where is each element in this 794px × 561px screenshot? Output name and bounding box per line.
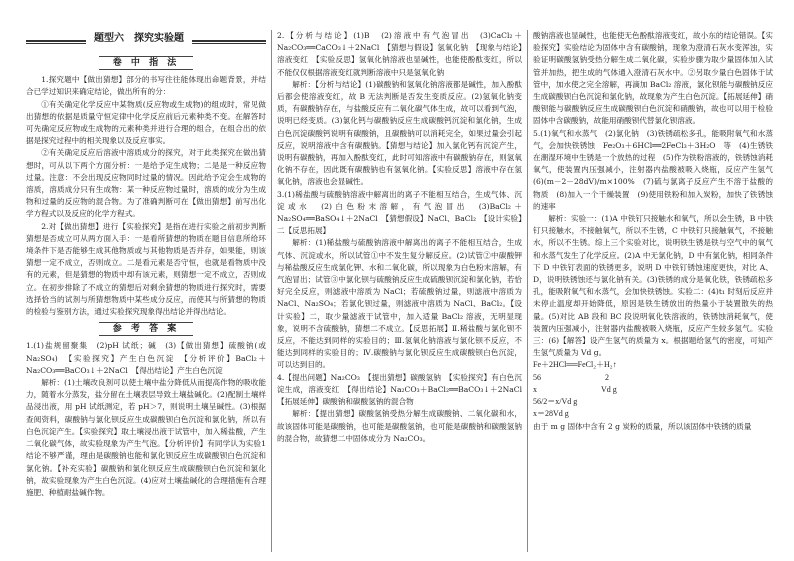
answer-explanation: 解析：(1)土壤改良剂可以使土壤中盐分降低从而提高作物的吸收能力，随着水分蒸发，盐分留在土壤表层导致土壤盐碱化。(2)配制土壤样品浸出液，用 pH 试纸测定，若 pH＞7，则说明土壤呈碱性。(3)根据查阅资料，碳酸钠与氯化钡反应生成碳酸钡白色沉淀和氯化钠，所以有白色沉淀产生。【实验探究】取土壤浸出液于试管中，加入稀盐酸，产生二氧化碳气体，故实验现象为产生气泡。【分析评价】有同学认为实验1 结论不够严谨，理由是碳酸钠也能和氯化钡反应生成碳酸钡白色沉淀和氯化钠。【补充实验】碳酸钠和氯化钡反应生成碳酸钡白色沉淀和氯化钠，故实验现象为产生白色沉淀。(4)应对土壤盐碱化的合理措施有合理施肥、种植耐盐碱作物。 [26,378,266,497]
column-right [533,30,781,555]
answer-item: 1.(1)盐规留聚集 (2)pH 试纸；碱 (3)【做出猜想】硫酸钠(或 Na₂SO₄) 【实验探究】产生白色沉淀 【分析评价】BaCl₂＋Na₂CO₃══BaCO₃↓＋2NaCl 【得出结论】产生白色沉淀 [26,341,266,375]
answer-item: 2.【分析与结论】(1)B (2)溶液中有气泡冒出 (3)CaCl₂＋Na₂CO₃══CaCO₃↓＋2NaCl 【猜想与假设】氢氧化钠 【现象与结论】溶液变红 【实验反思】氢氧化钠溶液也显碱性，也能使酚酞变红，所以不能仅仅根据溶液变红就判断溶液中只是氢氧化钠 [277,31,522,77]
section-heading: 卷 中 指 法 [26,56,266,70]
answer-explanation: 酸钠溶液也显碱性，也能使无色酚酞溶液变红，故小东的结论错误。【实验探究】实验结论为固体中含有碳酸钠，现象为澄清石灰水变浑浊，实验证明碳酸氢钠受热分解生成二氧化碳，实验步骤为取少量固体加入试管并加热，把生成的气体通入澄清石灰水中。②另取少量白色固体于试管中，加水使之完全溶解，再滴加 BaCl₂ 溶液，氯化钡能与碳酸钠反应生成碳酸钡白色沉淀和氯化钠，故现象为产生白色沉淀。【拓展延伸】硝酸钡能与碳酸钠反应生成碳酸钡白色沉淀和硝酸钠，故也可以用于检验固体中含碳酸钠，故能用硝酸钡代替氯化钡溶液。 [533,31,773,126]
page-title: 题型六 探究实验题 [86,33,192,45]
column-middle [277,30,530,555]
answer-explanation: 由于 m g 固体中含有 2 g 炭粉的质量，所以该固体中铁锈的质量 [533,421,752,431]
equation-line: 56/2＝x/Vd g [533,397,578,407]
paragraph: 2.对【做出猜想】进行【实验探究】是指在进行实验之前初步判断猜想是否成立可从两方面入手：一是看所猜想的物质在题目信息所给环境条件下是否能够生成其他物质或与其他物质是否并存，如果能，则该猜想一定不成立，否则成立。二是看元素是否守恒，也就是看物质中没有的元素，但是猜想的物质中却有该元素，则猜想一定不成立，否则成立。在初步排除了不成立的猜想后对剩余猜想的物质进行探究时，需要选择恰当的试剂与所猜想物质中某些成分反应，而使其与所猜想的物质的检验与鉴别方法，通过实验探究现象得出结论并得出结论。 [26,221,266,317]
answer-item: 3.(1)稀盐酸与硫酸钠溶液中解离出的离子不能相互结合，生成气体、沉淀或水 (2)白色粉末溶解，有气泡冒出 (3)BaCl₂＋Na₂SO₄══BaSO₄↓＋2NaCl 【猜想假设】NaCl、BaCl₂ 【设计实验】二【反思拓展】 [277,189,522,236]
answer-explanation: 解析：实验一：(1)A 中铁钉只接触水和氧气，所以会生锈，B 中铁钉只接触水，不接触氧气，所以不生锈，C 中铁钉只接触氧气，不接触水，所以不生锈。综上三个实验对比，说明铁生锈是铁与空气中的氧气和水蒸气发生了化学反应。(2)A 中无氯化钠，D 中有氯化钠，相同条件下 D 中铁钉表面的铁锈更多，说明 D 中铁钉锈蚀速度更快，对比 A、D，说明铁锈蚀还与氯化钠有关。(3)铁锈的成分是氧化铁，铁锈疏松多孔，能吸附氧气和水蒸气，会加快铁锈蚀。实验二：(4)t₁ 时刻后反应并未停止温度却开始降低，原因是铁生锈放出的热量小于装置散失的热量。(5)对比 AB 段和 BC 段说明氧化铁溶液的，铁锈蚀消耗氧气，使装置内压强减小，注射器内盐酸被吸入烧瓶，反应产生较多氢气。实验三：(6)【解答】设产生氢气的质量为 x。根据题给氢气的密度，可知产生氢气质量为 Vd g。 [533,214,773,358]
column-divider [527,30,528,552]
title-bar [26,30,266,52]
column-divider [271,30,272,552]
answer-explanation: 解析：【分析与结论】(1)碳酸钠和氢氧化钠溶液都是碱性，加入酚酞后都会使溶液变红，故 B 无法判断是否发生变质反应。(2)氢氧化钠变质，有碳酸钠存在，与盐酸反应有二氧化碳气体生成，故可以看到气泡，说明已经变质。(3)氯化钙与碳酸钠反应生成碳酸钙沉淀和氯化钠，生成白色沉淀碳酸钙说明有碳酸钠，且碳酸钠可以消耗完全，如果过量会引起反应，说明溶液中含有碳酸钠。【猜想与结论】加入氯化钙有沉淀产生，说明有碳酸钠，再加入酚酞变红，此时可知溶液中有碳酸钠存在，则氢氧化钠不存在，因此既有碳酸钠也有氢氧化钠。【实验反思】溶液中存在氢氧化钠，溶液也会显碱性。 [277,79,522,187]
answer-explanation: 解析：【提出猜想】碳酸氢钠受热分解生成碳酸钠、二氧化碳和水，故该固体可能是碳酸钠，也可能是碳酸氢钠，也可能是碳酸钠和碳酸氢钠的混合物，故猜想二中固体成分为 Na₂CO₃。 [277,409,522,443]
equation-line: x＝28Vd g [533,409,569,419]
answer-item: 4.【提出问题】Na₂CO₃ 【提出猜想】碳酸氢钠 【实验探究】有白色沉淀生成，溶液变红 【得出结论】Na₂CO₃＋BaCl₂══BaCO₃↓＋2NaCl 【拓展延伸】碳酸钠和碳酸氢钠的混合物 [277,372,530,407]
paragraph: 1.探究题中【做出猜想】部分的书写往往能体现出命题背景，并结合已学过知识来确定结论，做出所有的分： [26,75,266,97]
equation-line: Fe＋2HCl══FeCl₂＋H₂↑ [533,360,617,370]
equation-line: x Vd g [533,384,617,394]
section-heading: 参 考 答 案 [26,322,266,336]
paragraph: ②有关确定反应后溶液中溶质成分的探究，对于此类探究在做出猜想时，可从以下两个方面分析：一是给予定生成物；二是是一种反应物过量。注意：不会出现反应物同时过量的情况。因此给予定会生成物的溶质，溶质成分只有生成物：某一种反应物过量时，溶质的成分为生成物和过量的反应物的混合物。为了准确判断可在【做出猜想】前写出化学方程式以及反应的化学方程式。 [26,148,266,219]
answer-item: 5.(1)氧气和水蒸气 (2)氯化钠 (3)铁锈疏松多孔，能吸附氧气和水蒸气，会加快铁锈蚀 Fe₂O₃＋6HCl══2FeCl₃＋3H₂O 等 (4)生锈铁在潮湿环境中生锈是一个放热的过程 (5)作为铁粉溶液的，铁锈蚀消耗氧气，使装置内压强减小，注射器内盐酸被吸入烧瓶，反应产生氢气 (6)(m－2－28dV)/m×100% (7)硫与氯离子反应产生不溶于盐酸的物质 (8)加入一个干燥装置 (9)使用铁粉和加入炭粉，加快了铁锈蚀的速率 [533,128,781,211]
paragraph: ①有关确定化学反应中某物质(反应物或生成物)的组成时，常见做出猜想的依据是质量守恒定律中化学反应前后元素种类不变。在解答时可先确定反应物或生成物的元素种类并进行合理的组合，在组合出的依据是探究过程中的相关现象以及反应事实。 [26,99,266,146]
column-left [26,30,266,555]
answer-explanation: 解析：(1)稀盐酸与硫酸钠溶液中解离出的离子不能相互结合，生成气体、沉淀或水，所以试管①中不发生复分解反应。(2)试管②中碳酸钾与稀盐酸反应生成氯化钾、水和二氧化碳，所以现象为白色粉末溶解，有气泡冒出；试管③中氯化钡与硫酸钠反应生成硫酸钡沉淀和氯化钠，若恰好完全反应，则滤液中溶质为 NaCl；若硫酸钠过量，则滤液中溶质为 NaCl、Na₂SO₄；若氯化钡过量，则滤液中溶质为 NaCl、BaCl₂。【设计实验】二，取少量滤液于试管中，加入适量 BaCl₂ 溶液，无明显现象，说明不含硫酸钠，猜想二不成立。【反思拓展】Ⅱ.稀盐酸与氯化钡不反应，不能达到同样的实验目的；Ⅲ.氢氧化钠溶液与氯化钡不反应，不能达到同样的实验目的；Ⅳ.碳酸钠与氯化钡反应生成碳酸钡白色沉淀，可以达到目的。 [277,238,522,370]
equation-line: 56 2 [533,372,609,382]
